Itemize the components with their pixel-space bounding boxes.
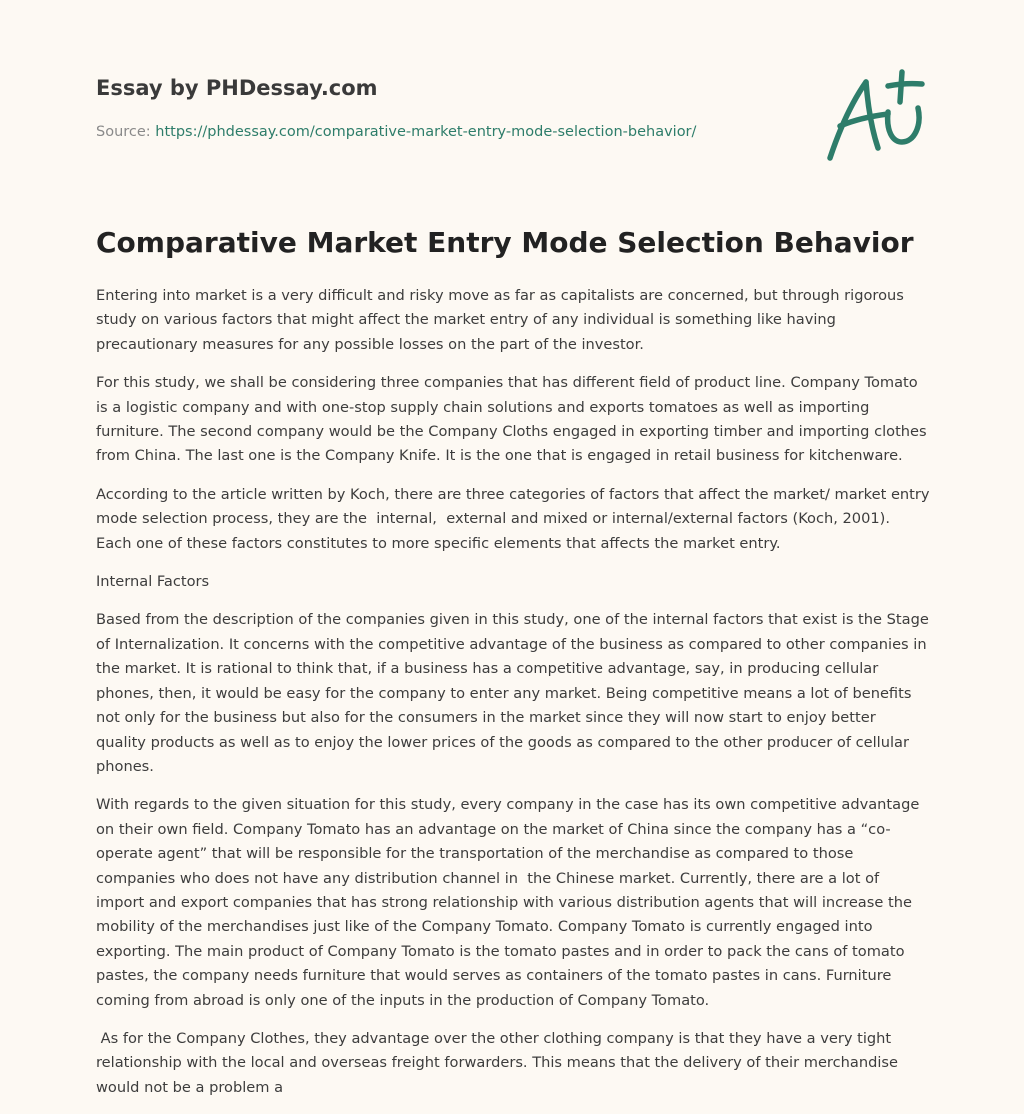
source-link[interactable]: https://phdessay.com/comparative-market-entry-mode-selection-behavior/ [155,124,697,140]
essay-body [96,284,935,1114]
section-heading-internal-factors: Internal Factors [96,573,210,591]
paragraph: As for the Company Clothes, they advantage over the other clothing company is that they have a very tight relationship with the local and overseas freight forwarders. This means that the delivery of their merchandise would not be a problem a [96,1029,903,1096]
a-plus-logo-icon [826,68,926,164]
site-title: Essay by PHDessay.com [96,76,378,100]
source-line [96,124,696,140]
paragraph: For this study, we shall be considering three companies that has different field of product line. Company Tomato is a logistic company and with one-stop supply chain solutions and exports tomatoes as well as importing furniture. The second company would be the Company Cloths engaged in exporting timber and importing clothes from China. The last one is the Company Knife. It is the one that is engaged in retail business for kitchenware. [96,374,932,465]
paragraph: Based from the description of the companies given in this study, one of the internal factors that exist is the Stage of Internalization. It concerns with the competitive advantage of the business as compared to other companies in the market. It is rational to think that, if a business has a competitive advantage, say, in producing cellular phones, then, it would be easy for the company to enter any market. Being competitive means a lot of benefits not only for the business but also for the consumers in the market since they will now start to enjoy better quality products as well as to enjoy the lower prices of the goods as compared to the other producer of cellular phones. [96,611,934,775]
paragraph: Entering into market is a very difficult and risky move as far as capitalists are concerned, but through rigorous study on various factors that might affect the market entry of any individual is something like having precautionary measures for any possible losses on the part of the investor. [96,287,909,353]
source-label: Source: [96,124,156,140]
paragraph: According to the article written by Koch, there are three categories of factors that affect the market/ market entry mode selection process, they are the internal, external and mixed or internal/external factors (Koch, 2001). Each one of these factors constitutes to more specific elements that affects the market entry. [96,485,935,552]
paragraph: With regards to the given situation for this study, every company in the case has its own competitive advantage on their own field. Company Tomato has an advantage on the market of China since the company has a “co-operate agent” that will be responsible for the transportation of the merchandise as compared to those companies who does not have any distribution channel in the Chinese market. Currently, there are a lot of import and export companies that has strong relationship with various distribution agents that will increase the mobility of the merchandises just like of the Company Tomato. Company Tomato is currently engaged into exporting. The main product of Company Tomato is the tomato pastes and in order to pack the cans of tomato pastes, the company needs furniture that would serves as containers of the tomato pastes in cans. Furniture coming from abroad is only one of the inputs in the production of Company Tomato. [96,796,924,1009]
essay-title: Comparative Market Entry Mode Selection Behavior [96,226,914,259]
